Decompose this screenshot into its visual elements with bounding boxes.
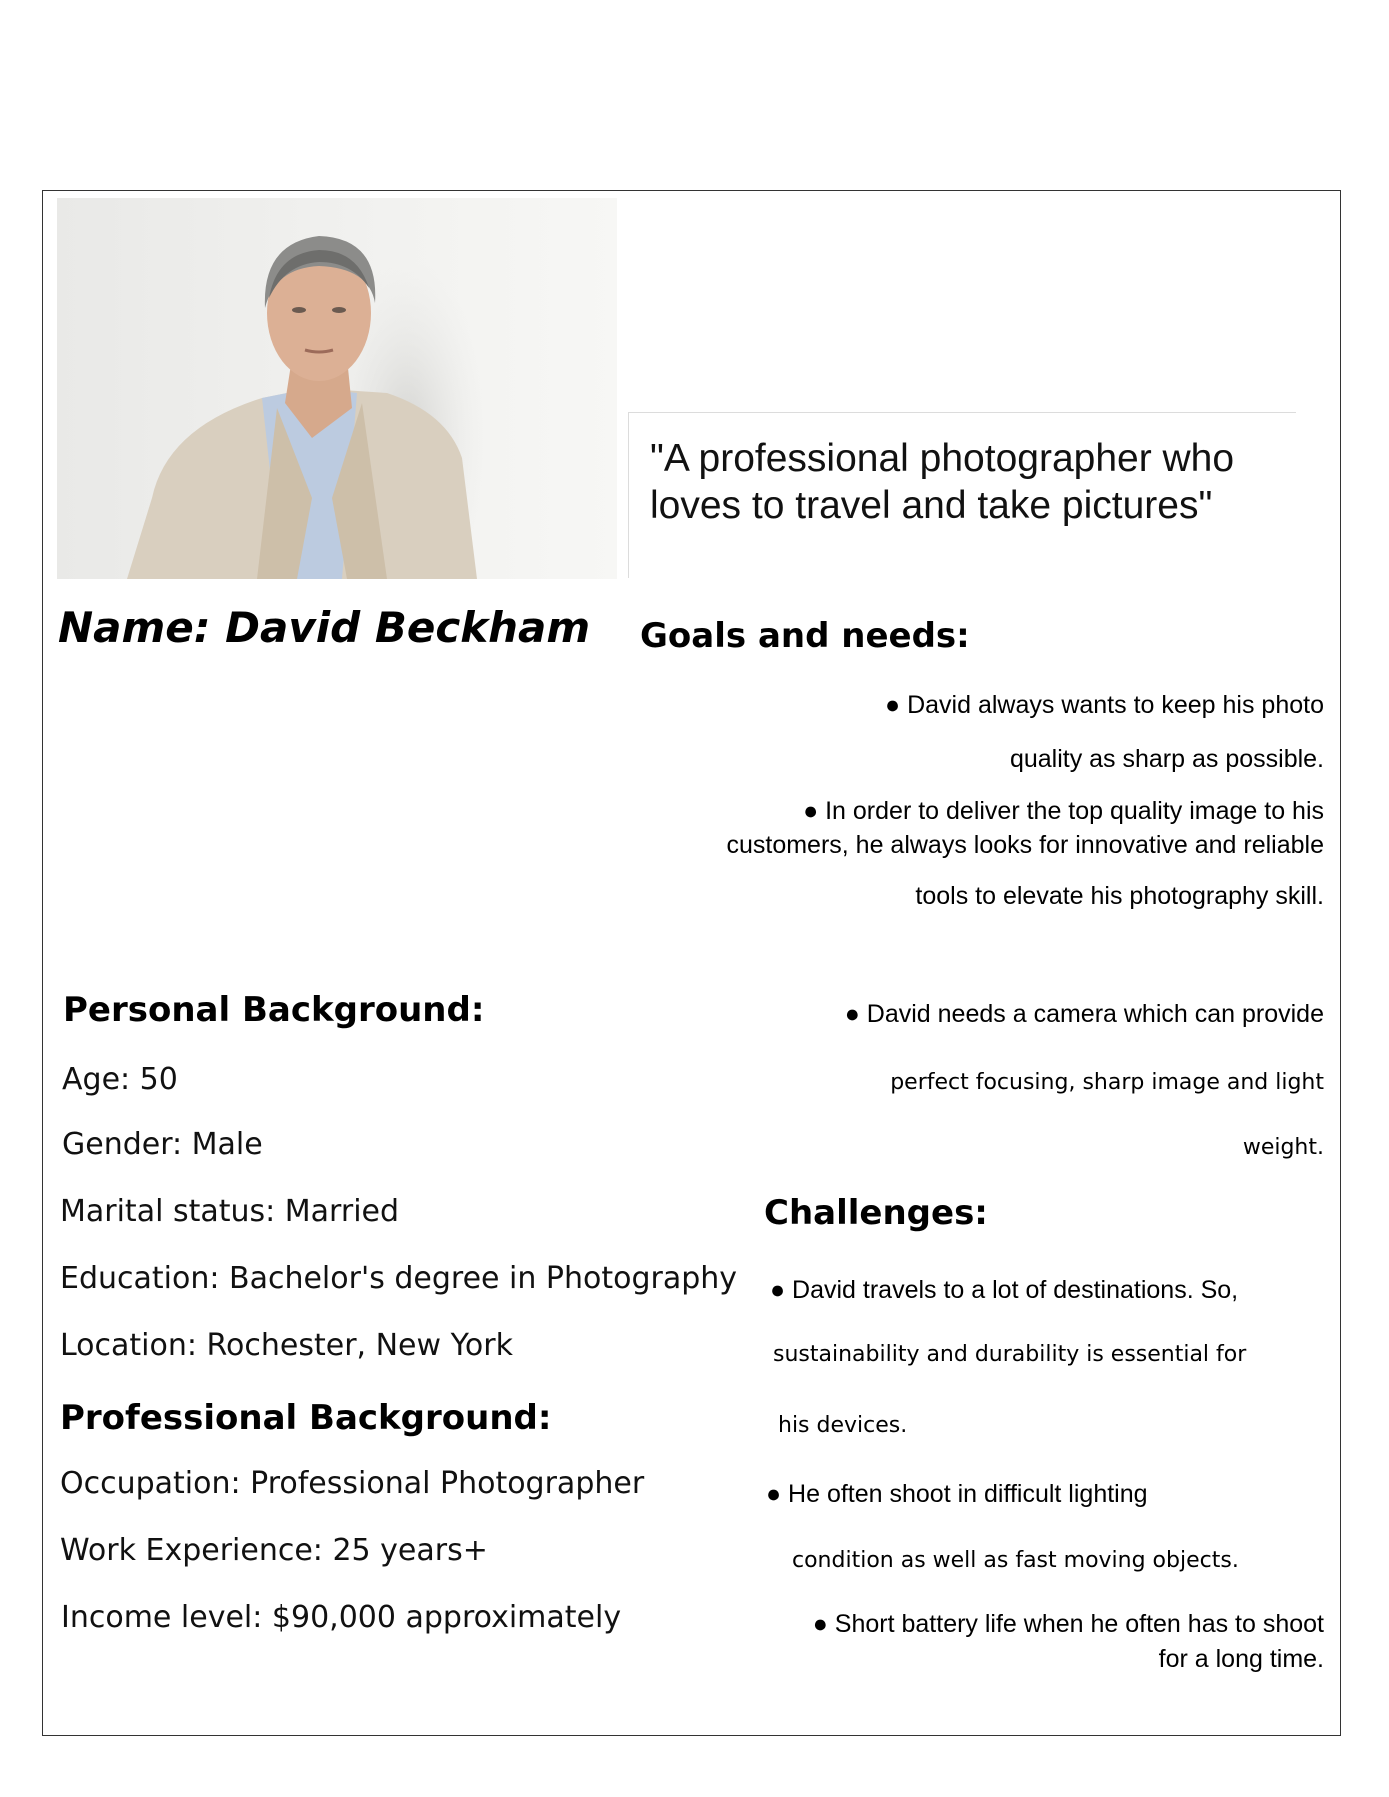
persona-photo [57,198,617,579]
challenge-line: for a long time. [1158,1645,1324,1673]
challenge-line: sustainability and durability is essential for [773,1342,1247,1367]
challenge-line: condition as well as fast moving objects. [792,1548,1239,1573]
goal-line: customers, he always looks for innovative and reliable [726,831,1324,859]
marital-status-field: Marital status: Married [60,1194,400,1229]
persona-quote: "A professional photographer who loves to travel and take pictures" [650,437,1235,527]
challenge-line: ● He often shoot in difficult lighting [766,1480,1148,1508]
goal-line: ● In order to deliver the top quality image to his [803,797,1324,825]
gender-field: Gender: Male [62,1127,263,1162]
challenge-line: his devices. [778,1413,908,1438]
goal-line: ● David needs a camera which can provide [844,1000,1324,1028]
goal-line: weight. [1242,1135,1324,1160]
challenge-line: ● Short battery life when he often has to shoot [812,1610,1324,1638]
professional-background-heading: Professional Background: [60,1398,552,1438]
personal-background-heading: Personal Background: [63,990,485,1030]
goal-line: tools to elevate his photography skill. [915,882,1324,910]
goal-line: perfect focusing, sharp image and light [890,1070,1324,1095]
work-experience-field: Work Experience: 25 years+ [60,1533,488,1568]
goal-line: ● David always wants to keep his photo [885,691,1324,719]
occupation-field: Occupation: Professional Photographer [60,1466,645,1501]
goal-line: quality as sharp as possible. [1009,745,1324,773]
challenge-line: ● David travels to a lot of destinations. So, [770,1276,1239,1304]
persona-name: Name: David Beckham [58,603,591,652]
goals-heading: Goals and needs: [640,616,970,656]
age-field: Age: 50 [62,1062,178,1097]
education-field: Education: Bachelor's degree in Photography [60,1261,738,1296]
challenges-heading: Challenges: [764,1193,988,1233]
location-field: Location: Rochester, New York [60,1328,513,1363]
income-level-field: Income level: $90,000 approximately [61,1600,622,1635]
